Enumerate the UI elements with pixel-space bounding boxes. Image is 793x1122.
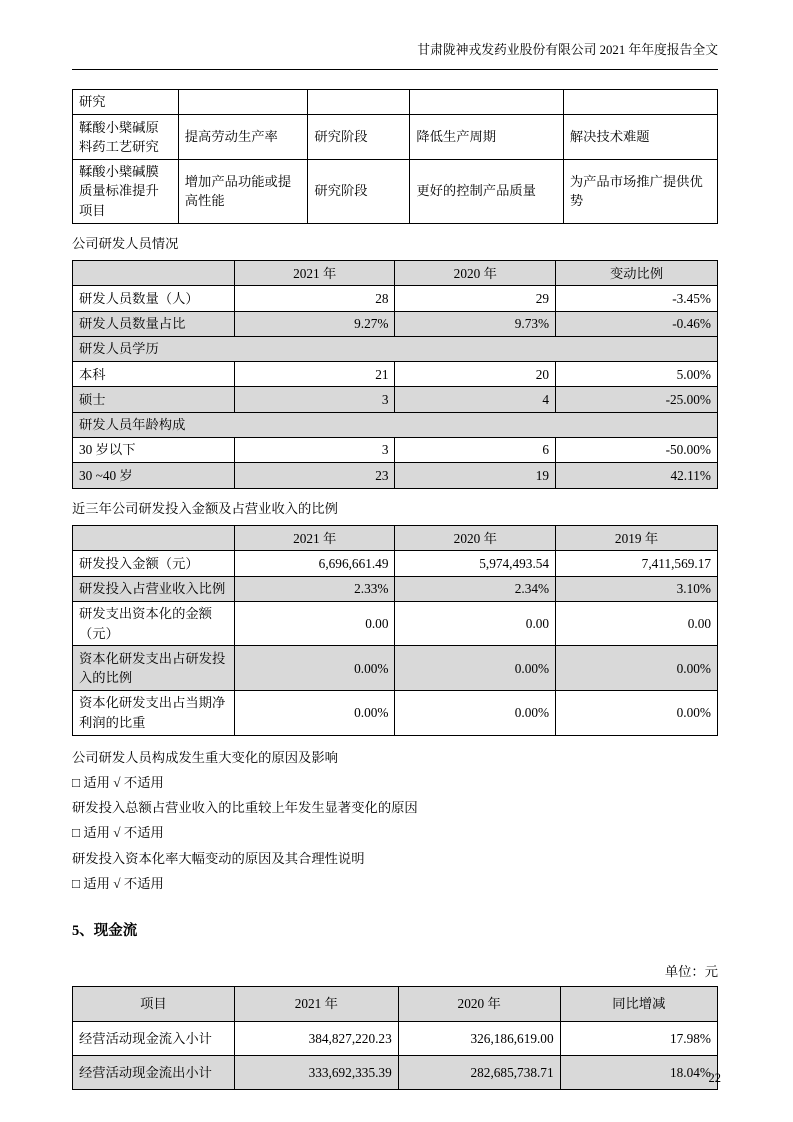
table-cell: 为产品市场推广提供优势 — [563, 159, 717, 223]
table-cell: 研发人员年龄构成 — [73, 412, 718, 437]
table-header-cell — [73, 261, 235, 286]
table-cell: 20 — [395, 362, 556, 387]
table — [72, 260, 718, 488]
table-cell: 硕士 — [73, 387, 235, 412]
table-cell: 6,696,661.49 — [234, 551, 395, 576]
table-cell: 降低生产周期 — [410, 115, 564, 160]
table-header-cell: 变动比例 — [556, 261, 718, 286]
report-title: 甘肃陇神戎发药业股份有限公司 2021 年年度报告全文 — [417, 43, 718, 57]
table-cell: 4 — [395, 387, 556, 412]
table-row — [73, 159, 718, 223]
table-row — [73, 551, 718, 576]
table-header-cell: 项目 — [73, 987, 235, 1021]
table-header-row — [73, 987, 718, 1021]
table — [72, 89, 718, 224]
table-cell: -50.00% — [556, 437, 718, 462]
table-row — [73, 437, 718, 462]
table-cell: 鞣酸小檗碱原料药工艺研究 — [73, 115, 179, 160]
table-row — [73, 286, 718, 311]
table-row — [73, 576, 718, 601]
table-cell: 5.00% — [556, 362, 718, 387]
table-cell: 鞣酸小檗碱膜质量标准提升项目 — [73, 159, 179, 223]
rd-projects-table — [72, 89, 718, 224]
table-cell: 0.00% — [395, 690, 556, 735]
table-row — [73, 311, 718, 336]
table-header-cell — [73, 526, 235, 551]
section-heading-cashflow: 5、现金流 — [72, 923, 138, 940]
table-cell: 研究阶段 — [308, 115, 410, 160]
table-cell: 3.10% — [556, 576, 718, 601]
table-cell: 326,186,619.00 — [398, 1021, 560, 1055]
table-section-row — [73, 412, 718, 437]
table-cell: 0.00 — [234, 601, 395, 646]
unit-label: 单位：元 — [664, 963, 718, 979]
table-cell: -0.46% — [556, 311, 718, 336]
table-cell: 增加产品功能或提高性能 — [178, 159, 308, 223]
table-row — [73, 690, 718, 735]
page-number: 22 — [708, 1071, 721, 1085]
table-row — [73, 362, 718, 387]
report-header — [72, 42, 718, 70]
table-section-row — [73, 336, 718, 361]
table-row — [73, 387, 718, 412]
note-capitalization-rate-change-reason: 研发投入资本化率大幅变动的原因及其合理性说明 — [72, 850, 365, 866]
personnel-caption: 公司研发人员情况 — [72, 235, 179, 251]
table-cell: 23 — [234, 463, 395, 488]
table-cell: 研发人员学历 — [73, 336, 718, 361]
table-cell: 7,411,569.17 — [556, 551, 718, 576]
table-cell: 0.00% — [556, 646, 718, 691]
applicable-checkline-3: □ 适用 √ 不适用 — [72, 875, 164, 891]
applicable-checkline-1: □ 适用 √ 不适用 — [72, 774, 164, 790]
table-header-cell: 2020 年 — [395, 261, 556, 286]
table-cell: 2.34% — [395, 576, 556, 601]
table-cell — [178, 89, 308, 114]
table-cell: 0.00 — [556, 601, 718, 646]
table-cell: 更好的控制产品质量 — [410, 159, 564, 223]
table-header-cell: 2020 年 — [395, 526, 556, 551]
table-cell: 30 岁以下 — [73, 437, 235, 462]
table-cell: 3 — [234, 437, 395, 462]
table-cell: 研发投入金额（元） — [73, 551, 235, 576]
table-cell: 333,692,335.39 — [234, 1055, 398, 1089]
cashflow-table — [72, 986, 718, 1090]
table-row — [73, 1021, 718, 1055]
table-cell: 2.33% — [234, 576, 395, 601]
table-cell: 17.98% — [560, 1021, 717, 1055]
table-cell: 0.00% — [556, 690, 718, 735]
table-cell: 5,974,493.54 — [395, 551, 556, 576]
table-cell: 0.00% — [234, 646, 395, 691]
table-header-row — [73, 526, 718, 551]
table-cell — [410, 89, 564, 114]
table-row — [73, 115, 718, 160]
table-row — [73, 463, 718, 488]
table-cell: 研发支出资本化的金额（元） — [73, 601, 235, 646]
table-cell: 研究 — [73, 89, 179, 114]
table-cell: 6 — [395, 437, 556, 462]
table-cell: 18.04% — [560, 1055, 717, 1089]
table-header-cell: 2020 年 — [398, 987, 560, 1021]
table — [72, 525, 718, 735]
table-cell: 3 — [234, 387, 395, 412]
table-cell: 9.27% — [234, 311, 395, 336]
table-cell: 本科 — [73, 362, 235, 387]
table-row — [73, 89, 718, 114]
table-cell: 42.11% — [556, 463, 718, 488]
table-cell: 21 — [234, 362, 395, 387]
table-cell: 0.00 — [395, 601, 556, 646]
table-cell: 28 — [234, 286, 395, 311]
table-cell: -3.45% — [556, 286, 718, 311]
table-cell: 经营活动现金流出小计 — [73, 1055, 235, 1089]
table-cell: 研究阶段 — [308, 159, 410, 223]
table-cell: 282,685,738.71 — [398, 1055, 560, 1089]
table-cell: 经营活动现金流入小计 — [73, 1021, 235, 1055]
applicable-checkline-2: □ 适用 √ 不适用 — [72, 825, 164, 841]
table-cell: 资本化研发支出占研发投入的比例 — [73, 646, 235, 691]
table-header-row — [73, 261, 718, 286]
table-cell: 30 ~40 岁 — [73, 463, 235, 488]
table-header-cell: 2021 年 — [234, 526, 395, 551]
table-cell — [308, 89, 410, 114]
table-cell: 19 — [395, 463, 556, 488]
table-cell — [563, 89, 717, 114]
table-cell: 0.00% — [234, 690, 395, 735]
table-header-cell: 2021 年 — [234, 261, 395, 286]
table-cell: 研发投入占营业收入比例 — [73, 576, 235, 601]
table-cell: 解决技术难题 — [563, 115, 717, 160]
table-header-cell: 同比增减 — [560, 987, 717, 1021]
table-header-cell: 2021 年 — [234, 987, 398, 1021]
table-cell: 资本化研发支出占当期净利润的比重 — [73, 690, 235, 735]
table-row — [73, 646, 718, 691]
table-cell: 0.00% — [395, 646, 556, 691]
table-row — [73, 601, 718, 646]
note-investment-ratio-change-reason: 研发投入总额占营业收入的比重较上年发生显著变化的原因 — [72, 800, 418, 816]
table-cell: 29 — [395, 286, 556, 311]
table-cell: 提高劳动生产率 — [178, 115, 308, 160]
table-cell: 研发人员数量（人） — [73, 286, 235, 311]
table-header-cell: 2019 年 — [556, 526, 718, 551]
table-cell: 384,827,220.23 — [234, 1021, 398, 1055]
table-cell: -25.00% — [556, 387, 718, 412]
table-cell: 研发人员数量占比 — [73, 311, 235, 336]
rd-personnel-table — [72, 260, 718, 488]
investment-caption: 近三年公司研发投入金额及占营业收入的比例 — [72, 500, 338, 516]
note-personnel-change-reason: 公司研发人员构成发生重大变化的原因及影响 — [72, 749, 338, 765]
table — [72, 986, 718, 1090]
table-row — [73, 1055, 718, 1089]
rd-investment-table — [72, 525, 718, 735]
table-cell: 9.73% — [395, 311, 556, 336]
